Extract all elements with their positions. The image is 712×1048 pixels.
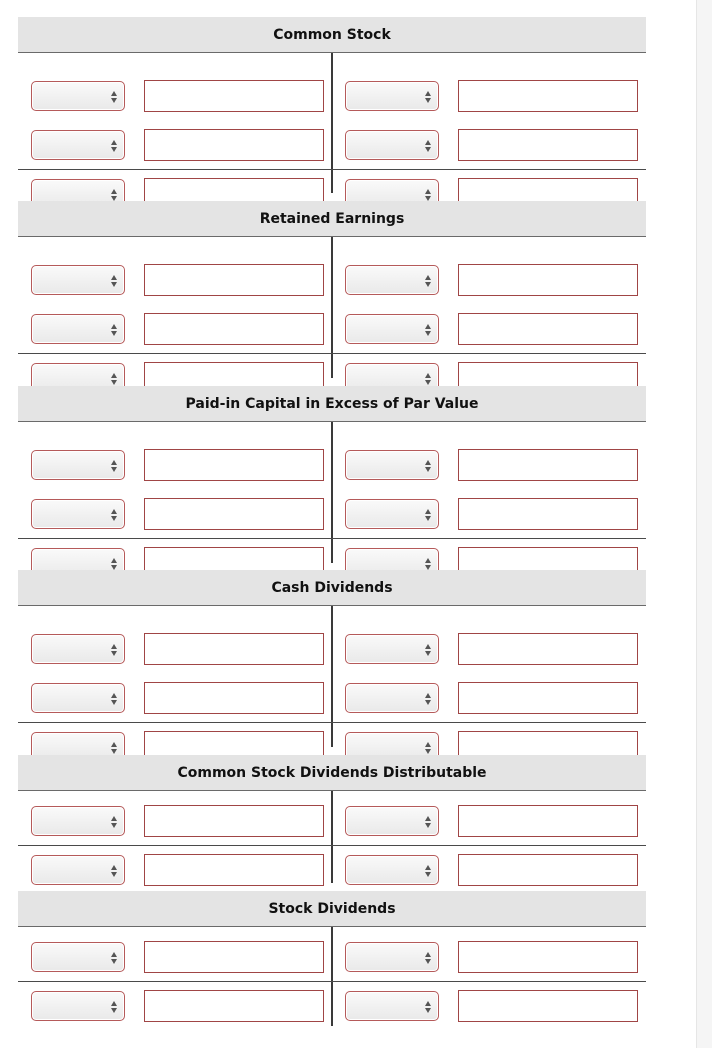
- debit-amount-input[interactable]: [144, 854, 324, 886]
- section-header: Stock Dividends: [18, 891, 646, 927]
- section-header: Cash Dividends: [18, 570, 646, 606]
- credit-account-select[interactable]: [345, 942, 439, 972]
- section-header: Common Stock: [18, 17, 646, 53]
- credit-account-select[interactable]: [345, 806, 439, 836]
- updown-arrows-icon: [110, 557, 118, 571]
- updown-arrows-icon: [110, 815, 118, 829]
- updown-arrows-icon: [110, 864, 118, 878]
- updown-arrows-icon: [424, 139, 432, 153]
- updown-arrows-icon: [424, 372, 432, 386]
- debit-amount-input[interactable]: [144, 941, 324, 973]
- debit-amount-input[interactable]: [144, 264, 324, 296]
- credit-account-select[interactable]: [345, 991, 439, 1021]
- updown-arrows-icon: [110, 90, 118, 104]
- debit-amount-input[interactable]: [144, 313, 324, 345]
- credit-account-select[interactable]: [345, 634, 439, 664]
- debit-account-select[interactable]: [31, 499, 125, 529]
- debit-amount-input[interactable]: [144, 990, 324, 1022]
- updown-arrows-icon: [424, 815, 432, 829]
- section-header: Common Stock Dividends Distributable: [18, 755, 646, 791]
- updown-arrows-icon: [424, 323, 432, 337]
- debit-account-select[interactable]: [31, 806, 125, 836]
- debit-account-select[interactable]: [31, 314, 125, 344]
- debit-amount-input[interactable]: [144, 80, 324, 112]
- credit-amount-input[interactable]: [458, 449, 638, 481]
- debit-account-select[interactable]: [31, 991, 125, 1021]
- updown-arrows-icon: [424, 274, 432, 288]
- credit-account-select[interactable]: [345, 855, 439, 885]
- updown-arrows-icon: [424, 459, 432, 473]
- debit-amount-input[interactable]: [144, 805, 324, 837]
- total-rule: [18, 538, 646, 539]
- debit-account-select[interactable]: [31, 265, 125, 295]
- section-header: Paid-in Capital in Excess of Par Value: [18, 386, 646, 422]
- total-rule: [18, 353, 646, 354]
- debit-account-select[interactable]: [31, 683, 125, 713]
- updown-arrows-icon: [110, 1000, 118, 1014]
- credit-account-select[interactable]: [345, 81, 439, 111]
- debit-amount-input[interactable]: [144, 449, 324, 481]
- updown-arrows-icon: [110, 643, 118, 657]
- credit-amount-input[interactable]: [458, 129, 638, 161]
- credit-amount-input[interactable]: [458, 633, 638, 665]
- updown-arrows-icon: [424, 90, 432, 104]
- total-rule: [18, 981, 646, 982]
- debit-amount-input[interactable]: [144, 633, 324, 665]
- credit-amount-input[interactable]: [458, 80, 638, 112]
- credit-account-select[interactable]: [345, 314, 439, 344]
- updown-arrows-icon: [110, 323, 118, 337]
- updown-arrows-icon: [424, 741, 432, 755]
- updown-arrows-icon: [424, 864, 432, 878]
- debit-account-select[interactable]: [31, 634, 125, 664]
- debit-amount-input[interactable]: [144, 682, 324, 714]
- t-account-divider: [331, 53, 333, 193]
- t-account-divider: [331, 422, 333, 563]
- updown-arrows-icon: [110, 692, 118, 706]
- updown-arrows-icon: [110, 741, 118, 755]
- credit-amount-input[interactable]: [458, 990, 638, 1022]
- credit-account-select[interactable]: [345, 450, 439, 480]
- credit-account-select[interactable]: [345, 683, 439, 713]
- updown-arrows-icon: [424, 692, 432, 706]
- updown-arrows-icon: [110, 372, 118, 386]
- credit-amount-input[interactable]: [458, 941, 638, 973]
- updown-arrows-icon: [110, 274, 118, 288]
- updown-arrows-icon: [110, 459, 118, 473]
- debit-amount-input[interactable]: [144, 129, 324, 161]
- t-account-divider: [331, 237, 333, 378]
- updown-arrows-icon: [424, 508, 432, 522]
- credit-account-select[interactable]: [345, 499, 439, 529]
- vertical-scrollbar[interactable]: [696, 0, 712, 1048]
- credit-amount-input[interactable]: [458, 498, 638, 530]
- credit-amount-input[interactable]: [458, 682, 638, 714]
- debit-account-select[interactable]: [31, 855, 125, 885]
- credit-account-select[interactable]: [345, 130, 439, 160]
- debit-amount-input[interactable]: [144, 498, 324, 530]
- total-rule: [18, 722, 646, 723]
- debit-account-select[interactable]: [31, 130, 125, 160]
- section-header: Retained Earnings: [18, 201, 646, 237]
- updown-arrows-icon: [424, 557, 432, 571]
- total-rule: [18, 169, 646, 170]
- updown-arrows-icon: [110, 139, 118, 153]
- t-account-divider: [331, 791, 333, 883]
- t-account-divider: [331, 606, 333, 747]
- debit-account-select[interactable]: [31, 942, 125, 972]
- credit-amount-input[interactable]: [458, 854, 638, 886]
- debit-account-select[interactable]: [31, 81, 125, 111]
- debit-account-select[interactable]: [31, 450, 125, 480]
- updown-arrows-icon: [424, 188, 432, 202]
- updown-arrows-icon: [424, 951, 432, 965]
- t-account-divider: [331, 927, 333, 1026]
- updown-arrows-icon: [424, 1000, 432, 1014]
- updown-arrows-icon: [424, 643, 432, 657]
- credit-amount-input[interactable]: [458, 805, 638, 837]
- credit-amount-input[interactable]: [458, 264, 638, 296]
- updown-arrows-icon: [110, 951, 118, 965]
- credit-account-select[interactable]: [345, 265, 439, 295]
- total-rule: [18, 845, 646, 846]
- updown-arrows-icon: [110, 508, 118, 522]
- credit-amount-input[interactable]: [458, 313, 638, 345]
- updown-arrows-icon: [110, 188, 118, 202]
